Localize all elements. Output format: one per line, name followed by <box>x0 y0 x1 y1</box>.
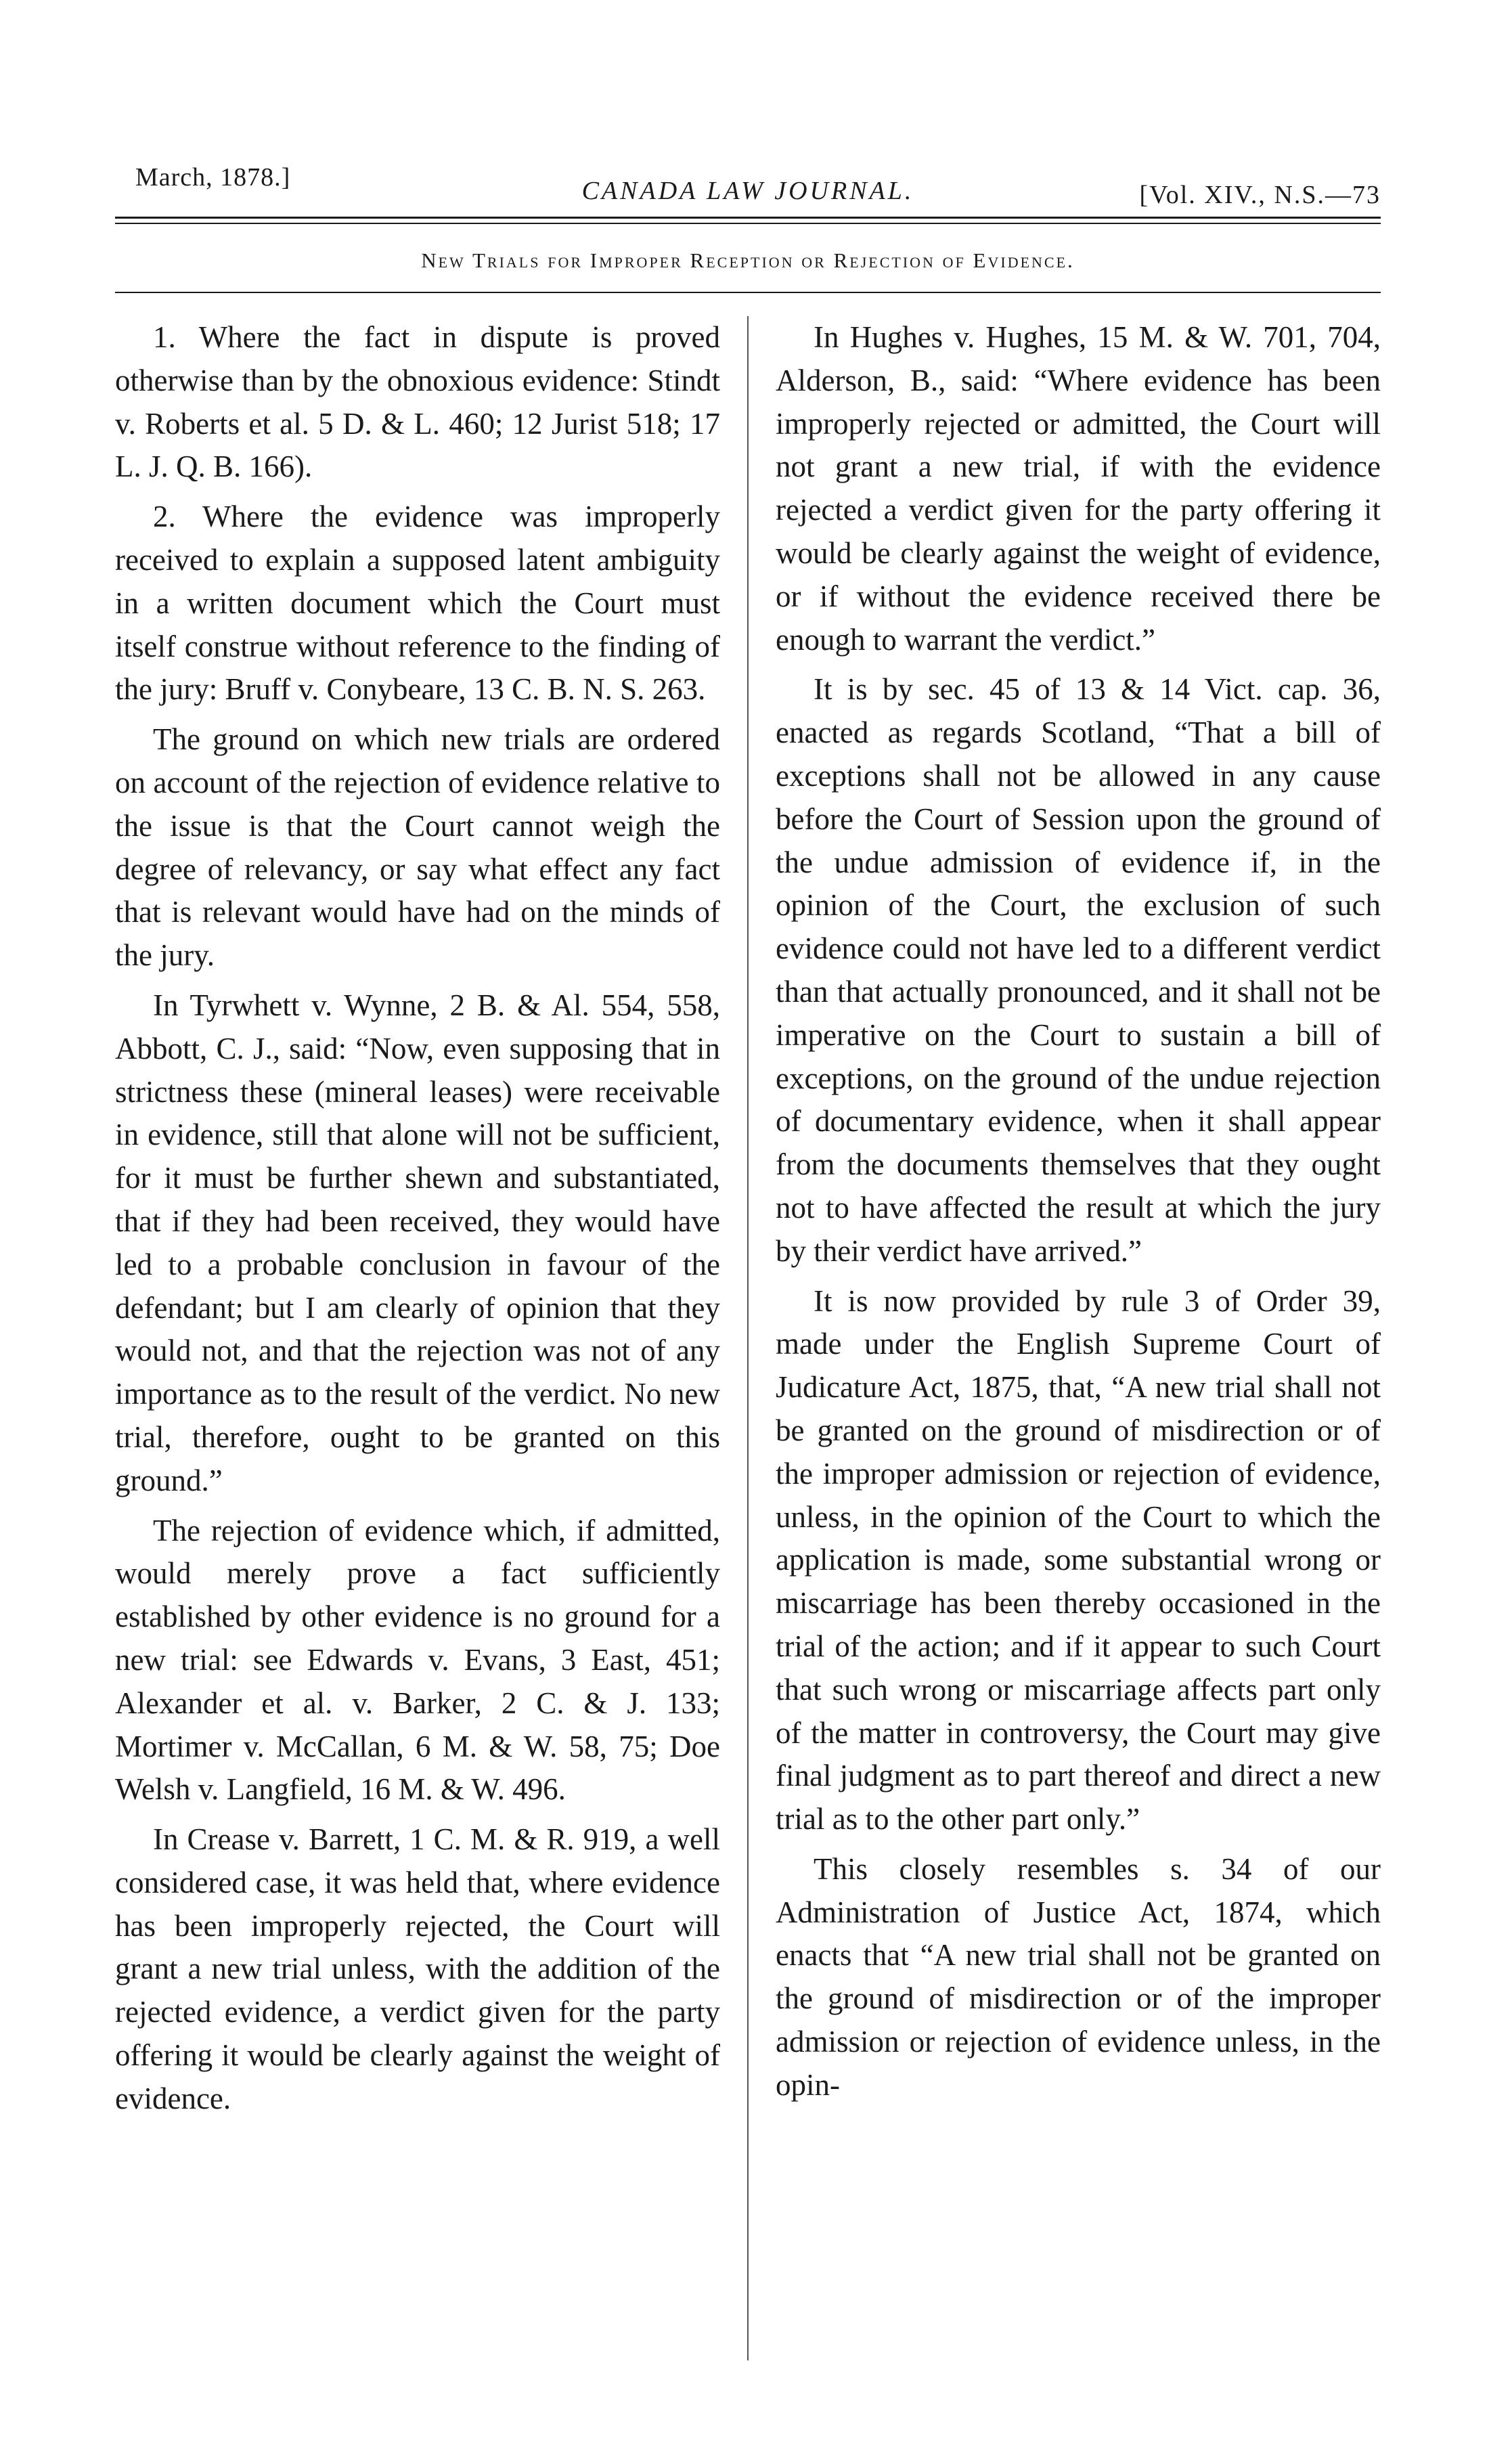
paragraph: It is by sec. 45 of 13 & 14 Vict. cap. 36, enacted as regards Scotland, “That a bill of exceptions shall not be allowed in any cause before the Court of Session upon the ground of the undue admission of evidence if, in the opinion of the Court, the exclusion of such evidence could not have led to a different verdict than that actually pronounced, and it shall not be imperative on the Court to sustain a bill of exceptions, on the ground of the undue rejection of documentary evidence, when it shall appear from the documents themselves that they ought not to have affected the result at which the jury by their verdict have arrived.” <box>776 672 1381 1268</box>
journal-title: CANADA LAW JOURNAL. <box>581 177 914 205</box>
section-title: New Trials for Improper Reception or Rejection of Evidence. <box>421 248 1075 272</box>
paragraph: The rejection of evidence which, if admitted, would merely prove a fact sufficiently established by other evidence is no ground for a new trial: see Edwards v. Evans, 3 East, 451; Alexander et al. v. Barker, 2 C. & J. 133; Mortimer v. McCallan, 6 M. & W. 58, 75; Doe Welsh v. Langfield, 16 M. & W. 496. <box>115 1513 720 1807</box>
paragraph: It is now provided by rule 3 of Order 39, made under the English Supreme Court of Judicature Act, 1875, that, “A new trial shall not be granted on the ground of misdirection or of the improper admission or rejection of evidence, unless, in the opinion of the Court to which the application is made, some substantial wrong or miscarriage has been thereby occasioned in the trial of the action; and if it appear to such Court that such wrong or miscarriage affects part only of the matter in controversy, the Court may give final judgment as to part thereof and direct a new trial as to the other part only.” <box>776 1283 1381 1837</box>
issue-date: March, 1878.] <box>135 163 291 192</box>
column-divider <box>747 316 749 2360</box>
paragraph: The ground on which new trials are ordered on account of the rejection of evidence relative to the issue is that the Court cannot weigh the degree of relevancy, or say what effect any fact that is relevant would have had on the minds of the jury. <box>115 722 720 973</box>
running-head <box>115 135 1381 217</box>
paragraph: In Hughes v. Hughes, 15 M. & W. 701, 704, Alderson, B., said: “Where evidence has been improperly rejected or admitted, the Court will not grant a new trial, if with the evidence rejected a verdict given for the party offering it would be clearly against the weight of evidence, or if without the evidence received there be enough to warrant the verdict.” <box>776 320 1381 657</box>
left-column <box>115 316 740 2360</box>
paragraph: 1. Where the fact in dispute is proved otherwise than by the obnoxious evidence: Stindt v. Roberts et al. 5 D. & L. 460; 12 Jurist 518; 17 L. J. Q. B. 166). <box>115 320 720 484</box>
paragraph: This closely resembles s. 34 of our Administration of Justice Act, 1874, which enacts that “A new trial shall not be granted on the ground of misdirection or of the improper admission or rejection of evidence unless, in the opin- <box>776 1851 1381 2102</box>
text-columns <box>115 316 1381 2360</box>
paragraph: In Tyrwhett v. Wynne, 2 B. & Al. 554, 558, Abbott, C. J., said: “Now, even supposing that in strictness these (mineral leases) were receivable in evidence, still that alone will not be sufficient, for it must be further shewn and substantiated, that if they had been received, they would have led to a probable conclusion in favour of the defendant; but I am clearly of opinion that they would not, and that the rejection was not of any importance as to the result of the verdict. No new trial, therefore, ought to be granted on this ground.” <box>115 988 720 1497</box>
header-rule <box>115 217 1381 219</box>
paragraph: 2. Where the evidence was improperly received to explain a supposed latent ambiguity in a written document which the Court must itself construe without reference to the finding of the jury: Bruff v. Conybeare, 13 C. B. N. S. 263. <box>115 500 720 707</box>
journal-page <box>115 135 1381 2396</box>
section-rule <box>115 292 1381 293</box>
right-column <box>755 316 1381 2360</box>
volume-page-number: [Vol. XIV., N.S.—73 <box>1139 181 1381 209</box>
paragraph: In Crease v. Barrett, 1 C. M. & R. 919, a well considered case, it was held that, where evidence has been improperly rejected, the Court will grant a new trial unless, with the addition of the rejected evidence, a verdict given for the party offering it would be clearly against the weight of evidence. <box>115 1822 720 2115</box>
